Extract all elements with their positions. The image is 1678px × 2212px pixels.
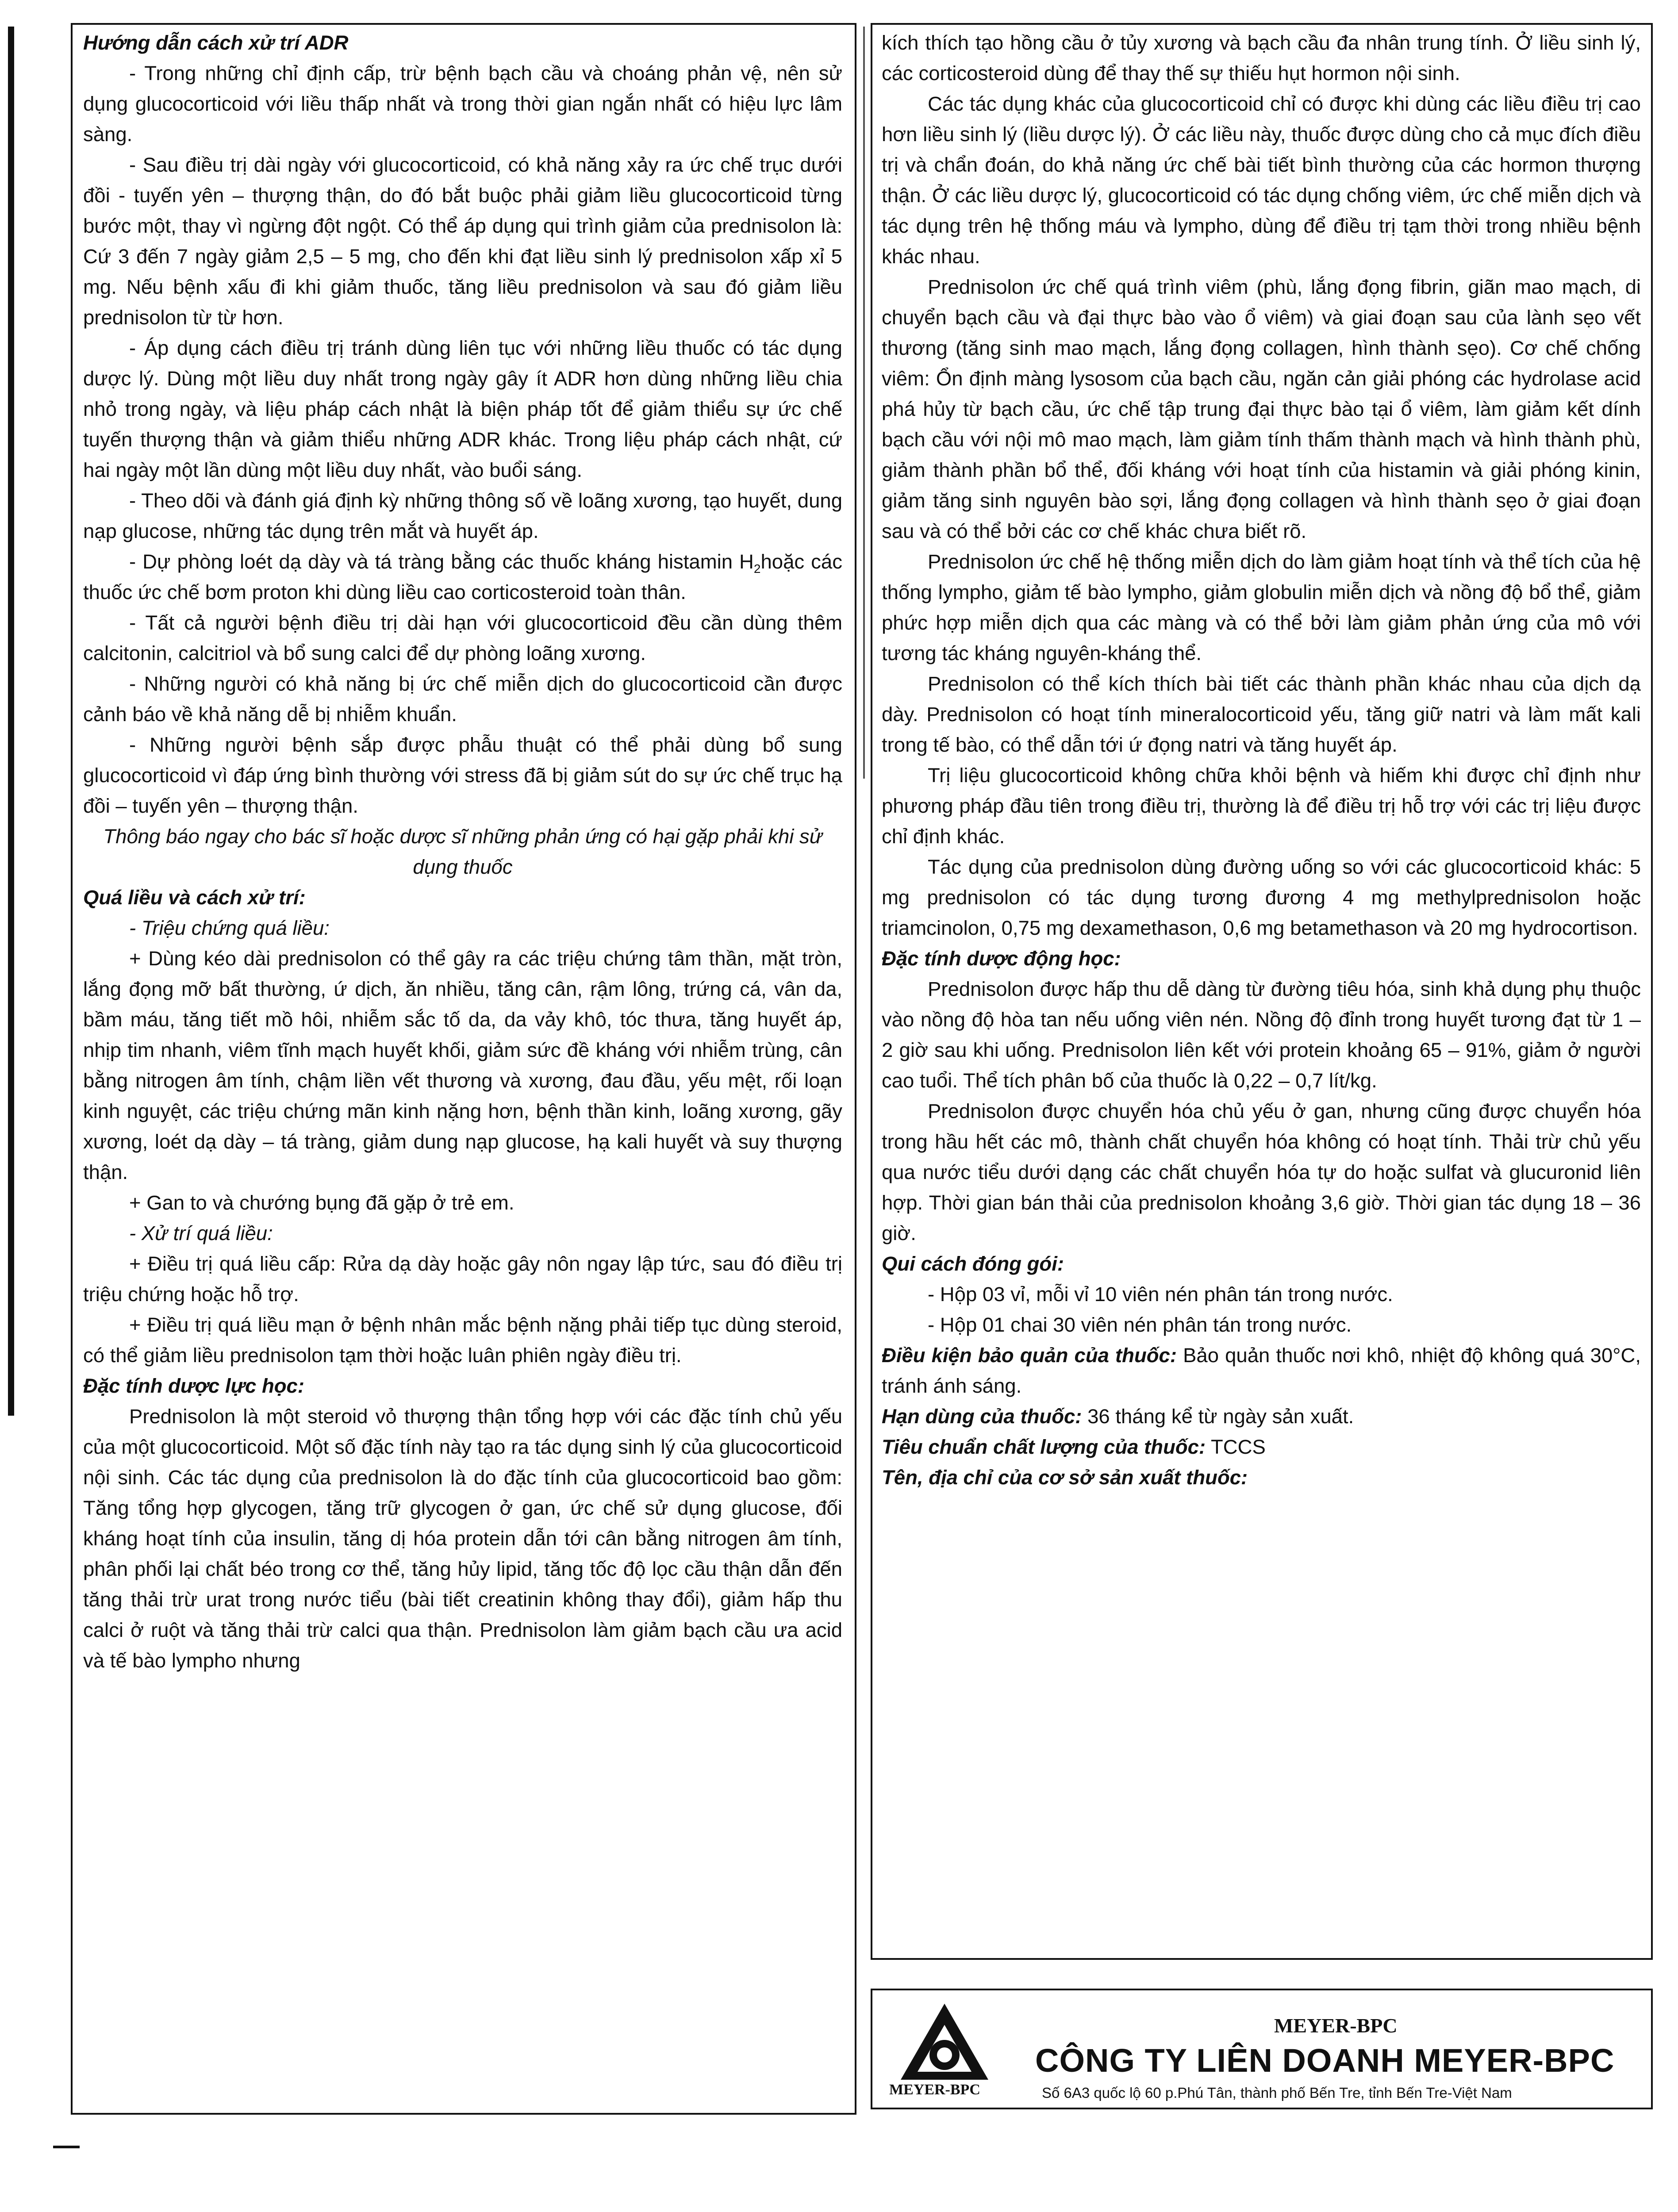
notice-text: Thông báo ngay cho bác sĩ hoặc dược sĩ những phản ứng có hại gặp phải khi sử dụng thuốc (103, 825, 822, 878)
pharmacodynamics-paragraph: Prednisolon có thể kích thích bài tiết các thành phần khác nhau của dịch dạ dày. Prednisolon có hoạt tính mineralocorticoid yếu, tăng giữ natri và làm mất kali trong tế bào, có thể dẫn tới ứ đọng natri và tăng huyết áp. (882, 672, 1641, 756)
adr-paragraph: - Dự phòng loét dạ dày và tá tràng bằng các thuốc kháng histamin $H_2hoặc$ các thuốc ức chế bơm proton khi dùng liều cao corticosteroid toàn thân. (83, 550, 842, 603)
scan-dash-mark (53, 2146, 80, 2148)
pharmacodynamics-paragraph: Prednisolon ức chế hệ thống miễn dịch do làm giảm hoạt tính và thể tích của hệ thống lympho, giảm tế bào lympho, giảm globulin miễn dịch và nồng độ bổ thể, giảm phức hợp miễn dịch qua các màng và có thể bởi làm giảm phản ứng của mô với tương tác kháng nguyên-kháng thể. (882, 550, 1641, 664)
treatment-label: - Xử trí quá liều: (129, 1222, 273, 1244)
pharmacodynamics-heading: Đặc tính dược lực học: (83, 1375, 305, 1397)
adr-paragraph: - Theo dõi và đánh giá định kỳ những thông số về loãng xương, tạo huyết, dung nạp glucose, những tác dụng trên mắt và huyết áp. (83, 489, 842, 542)
adr-paragraph: - Áp dụng cách điều trị tránh dùng liên tục với những liều thuốc có tác dụng dược lý. Dùng một liều duy nhất trong ngày gây ít ADR hơn dùng những liều chia nhỏ trong ngày, và liệu pháp cách nhật là biện pháp tốt để giảm thiểu sự ức chế tuyến thượng thận và giảm thiểu những ADR khác. Trong liệu pháp cách nhật, cứ hai ngày một lần dùng một liều duy nhất, vào buổi sáng. (83, 337, 842, 481)
pharmacodynamics-continued: kích thích tạo hồng cầu ở tủy xương và bạch cầu đa nhân trung tính. Ở liều sinh lý, các corticosteroid dùng để thay thế sự thiếu hụt hormon nội sinh. (882, 31, 1641, 84)
packaging-heading: Qui cách đóng gói: (882, 1252, 1064, 1275)
symptoms-label: - Triệu chứng quá liều: (129, 917, 330, 939)
pharmacodynamics-paragraph: Prednisolon ức chế quá trình viêm (phù, lắng đọng fibrin, giãn mao mạch, di chuyển bạch cầu và đại thực bào vào ổ viêm) và giai đoạn sau của lành sẹo vết thương (tăng sinh mao mạch, lắng đọng collagen, hình thành sẹo). Cơ chế chống viêm: Ổn định màng lysosom của bạch cầu, ngăn cản giải phóng các hydrolase acid phá hủy từ bạch cầu, ức chế tập trung đại thực bào tại ổ viêm, làm giảm kết dính bạch cầu với nội mô mao mạch, làm giảm tính thấm thành mạch và hình thành phù, giảm thành phần bổ thể, đối kháng với hoạt tính của histamin và giải phóng kinin, giảm tăng sinh nguyên bào sợi, lắng đọng collagen và hình thành sẹo ở giai đoạn sau và có thể bởi các cơ chế khác chưa biết rõ. (882, 276, 1641, 542)
left-column (83, 27, 842, 1676)
pharmacokinetics-paragraph: Prednisolon được hấp thu dễ dàng từ đường tiêu hóa, sinh khả dụng phụ thuộc vào nồng độ hòa tan nếu uống viên nén. Nồng độ đỉnh trong huyết tương đạt từ 1 – 2 giờ sau khi uống. Prednisolon liên kết với protein khoảng 65 – 91%, giảm ở người cao tuổi. Thể tích phân bố của thuốc là 0,22 – 0,7 lít/kg. (882, 978, 1641, 1092)
treatment-paragraph: + Điều trị quá liều mạn ở bệnh nhân mắc bệnh nặng phải tiếp tục dùng steroid, có thể giảm liều prednisolon tạm thời hoặc luân phiên ngày điều trị. (83, 1313, 842, 1367)
standard-line: Tiêu chuẩn chất lượng của thuốc: TCCS (882, 1436, 1266, 1458)
brand-name: MEYER-BPC (1274, 2014, 1398, 2037)
storage-line: Điều kiện bảo quản của thuốc: Bảo quản thuốc nơi khô, nhiệt độ không quá 30°C, tránh ánh sáng. (882, 1344, 1641, 1397)
adr-paragraph: - Sau điều trị dài ngày với glucocorticoid, có khả năng xảy ra ức chế trục dưới đồi - tuyến yên – thượng thận, do đó bắt buộc phải giảm liều glucocorticoid từng bước một, thay vì ngừng đột ngột. Có thể áp dụng qui trình giảm của prednisolon là: Cứ 3 đến 7 ngày giảm 2,5 – 5 mg, cho đến khi đạt liều sinh lý prednisolon xấp xỉ 5 mg. Nếu bệnh xấu đi khi giảm thuốc, tăng liều prednisolon và sau đó giảm liều prednisolon từ từ hơn. (83, 154, 842, 329)
column-divider (863, 27, 865, 779)
company-address: Số 6A3 quốc lộ 60 p.Phú Tân, thành phố Bến Tre, tỉnh Bến Tre-Việt Nam (1042, 2085, 1512, 2101)
pharmacodynamics-paragraph: Trị liệu glucocorticoid không chữa khỏi bệnh và hiếm khi được chỉ định như phương pháp đầu tiên trong điều trị, thường là để điều trị hỗ trợ với các trị liệu được chỉ định khác. (882, 764, 1641, 848)
overdose-heading: Quá liều và cách xử trí: (83, 886, 306, 909)
right-column (882, 27, 1641, 1493)
pharmacodynamics-paragraph: Tác dụng của prednisolon dùng đường uống so với các glucocorticoid khác: 5 mg prednisolon có tác dụng tương đương 4 mg methylprednisolon hoặc triamcinolon, 0,75 mg dexamethason, 0,6 mg betamethason và 20 mg hydrocortison. (882, 856, 1641, 939)
adr-paragraph: - Trong những chỉ định cấp, trừ bệnh bạch cầu và choáng phản vệ, nên sử dụng glucocorticoid với liều thấp nhất và trong thời gian ngắn nhất có hiệu lực lâm sàng. (83, 62, 842, 146)
packaging-item: - Hộp 03 vỉ, mỗi vỉ 10 viên nén phân tán trong nước. (928, 1283, 1393, 1306)
manufacturer-heading: Tên, địa chỉ của cơ sở sản xuất thuốc: (882, 1466, 1248, 1489)
pharmacodynamics-paragraph: Các tác dụng khác của glucocorticoid chỉ có được khi dùng các liều điều trị cao hơn liều sinh lý (liều dược lý). Ở các liều này, thuốc được dùng cho cả mục đích điều trị và chẩn đoán, do khả năng ức chế bài tiết bình thường của các hormon thượng thận. Ở các liều dược lý, glucocorticoid có tác dụng chống viêm, ức chế miễn dịch và tác dụng trên hệ thống máu và lympho, dùng để điều trị tạm thời trong nhiều bệnh khác nhau. (882, 92, 1641, 268)
symptoms-paragraph: + Gan to và chướng bụng đã gặp ở trẻ em. (129, 1191, 515, 1214)
symptoms-paragraph: + Dùng kéo dài prednisolon có thể gây ra các triệu chứng tâm thần, mặt tròn, lắng đọng mỡ bất thường, ứ dịch, ăn nhiều, tăng cân, rậm lông, trứng cá, vân da, bầm máu, tăng tiết mồ hôi, nhiễm sắc tố da, da vảy khô, tóc thưa, tăng huyết áp, nhịp tim nhanh, viêm tĩnh mạch huyết khối, giảm sức đề kháng với nhiễm trùng, cân bằng nitrogen âm tính, chậm liền vết thương và xương, đau đầu, yếu mệt, rối loạn kinh nguyệt, các triệu chứng mãn kinh nặng hơn, bệnh thần kinh, loãng xương, gãy xương, loét dạ dày – tá tràng, giảm dung nạp glucose, hạ kali huyết và suy thượng thận. (83, 947, 842, 1183)
adr-paragraph: - Tất cả người bệnh điều trị dài hạn với glucocorticoid đều cần dùng thêm calcitonin, calcitriol và bổ sung calci để dự phòng loãng xương. (83, 611, 842, 664)
company-logo-icon (898, 2002, 991, 2081)
treatment-paragraph: + Điều trị quá liều cấp: Rửa dạ dày hoặc gây nôn ngay lập tức, sau đó điều trị triệu chứng hoặc hỗ trợ. (83, 1252, 842, 1306)
pharmacokinetics-heading: Đặc tính dược động học: (882, 947, 1121, 970)
pharmacokinetics-paragraph: Prednisolon được chuyển hóa chủ yếu ở gan, nhưng cũng được chuyển hóa trong hầu hết các mô, thành chất chuyển hóa không có hoạt tính. Thải trừ chủ yếu qua nước tiểu dưới dạng các chất chuyển hóa tự do hoặc sulfat và glucuronid liên hợp. Thời gian bán thải của prednisolon khoảng 3,6 giờ. Thời gian tác dụng 18 – 36 giờ. (882, 1100, 1641, 1244)
expiry-line: Hạn dùng của thuốc: 36 tháng kể từ ngày sản xuất. (882, 1405, 1354, 1428)
adr-paragraph: - Những người bệnh sắp được phẫu thuật có thể phải dùng bổ sung glucocorticoid vì đáp ứng bình thường với stress đã bị giảm sút do sự ức chế trục hạ đồi – tuyến yên – thượng thận. (83, 733, 842, 817)
company-name: CÔNG TY LIÊN DOANH MEYER-BPC (1035, 2042, 1615, 2079)
packaging-item: - Hộp 01 chai 30 viên nén phân tán trong nước. (928, 1313, 1352, 1336)
adr-paragraph: - Những người có khả năng bị ức chế miễn dịch do glucocorticoid cần được cảnh báo về khả năng dễ bị nhiễm khuẩn. (83, 672, 842, 726)
scan-edge-mark (8, 27, 14, 1416)
logo-text: MEYER-BPC (889, 2081, 980, 2098)
pharmacodynamics-paragraph: Prednisolon là một steroid vỏ thượng thận tổng hợp với các đặc tính chủ yếu của một glucocorticoid. Một số đặc tính này tạo ra tác dụng sinh lý của glucocorticoid nội sinh. Các tác dụng của prednisolon là do đặc tính của glucocorticoid bao gồm: Tăng tổng hợp glycogen, tăng trữ glycogen ở gan, ức chế sử dụng glucose, đối kháng hoạt tính của insulin, tăng dị hóa protein dẫn tới cân bằng nitrogen âm tính, phân phối lại chất béo trong cơ thể, tăng hủy lipid, tăng tốc độ lọc cầu thận dẫn đến tăng thải trừ urat trong nước tiểu (bài tiết creatinin không thay đổi), giảm hấp thu calci ở ruột và tăng thải trừ calci qua thận. Prednisolon làm giảm bạch cầu ưa acid và tế bào lympho nhưng (83, 1405, 842, 1672)
adr-heading: Hướng dẫn cách xử trí ADR (83, 31, 349, 54)
